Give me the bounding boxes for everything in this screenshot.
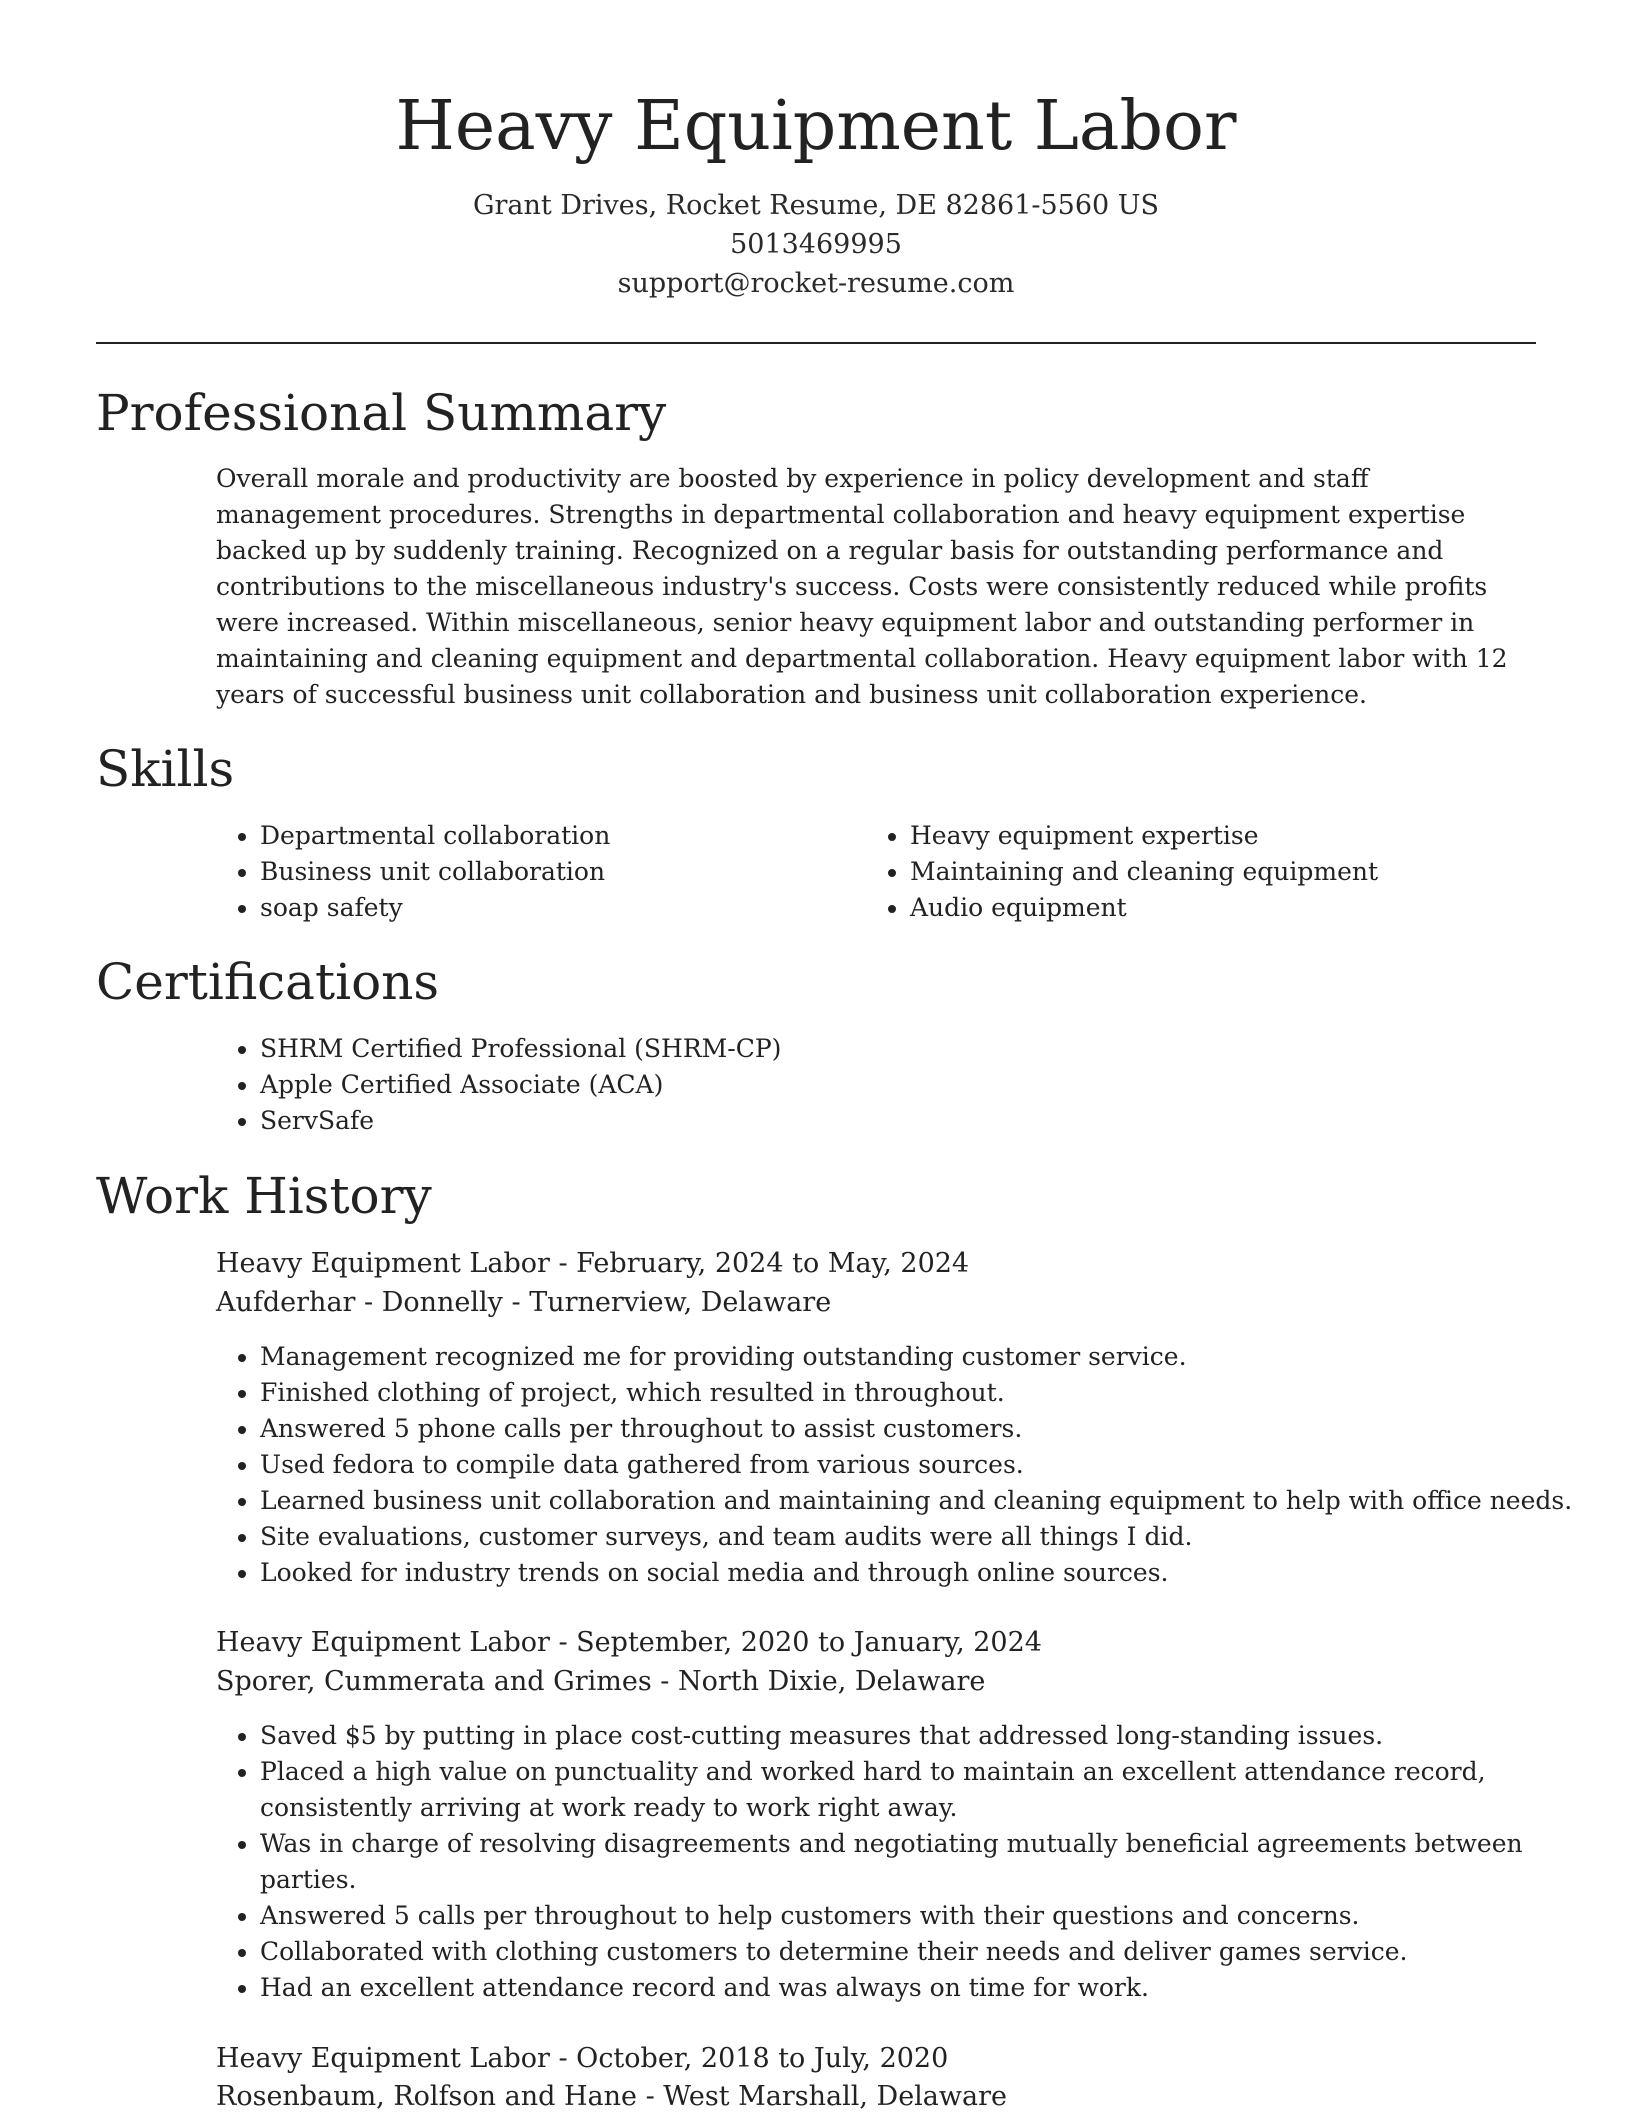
candidate-name: Heavy Equipment Labor xyxy=(395,87,1237,166)
section-title-skills: Skills xyxy=(96,740,235,798)
job-bullet: • Used fedora to compile data gathered from various sources. xyxy=(260,1447,1580,1483)
job-bullets xyxy=(216,1718,1550,2006)
job-role: Heavy Equipment Labor xyxy=(216,1627,550,1658)
job-bullet: • Site evaluations, customer surveys, and team audits were all things I did. xyxy=(260,1519,1580,1555)
section-title-certifications: Certifications xyxy=(96,953,440,1011)
skill-item: • Departmental collaboration xyxy=(260,818,860,854)
job-bullet: • Was in charge of resolving disagreements and negotiating mutually beneficial agreements between parties. xyxy=(260,1826,1550,1898)
skill-item: • Business unit collaboration xyxy=(260,854,860,890)
job-company-line xyxy=(216,2078,1536,2112)
certification-item: • ServSafe xyxy=(260,1103,1540,1139)
job-bullets xyxy=(216,1339,1580,1591)
section-title-work-history: Work History xyxy=(96,1167,432,1225)
skill-item: • soap safety xyxy=(260,890,860,926)
certification-item: • Apple Certified Associate (ACA) xyxy=(260,1067,1540,1103)
job-role: Heavy Equipment Labor xyxy=(216,2043,550,2074)
job-location: - Turnerview, Delaware xyxy=(502,1287,832,1318)
job-bullet: • Saved $5 by putting in place cost-cutting measures that addressed long-standing issues. xyxy=(260,1718,1550,1754)
job-dates: - February, 2024 to May, 2024 xyxy=(549,1248,970,1279)
job-bullet: • Had an excellent attendance record and was always on time for work. xyxy=(260,1970,1550,2006)
certification-item: • SHRM Certified Professional (SHRM-CP) xyxy=(260,1031,1540,1067)
contact-phone: 5013469995 xyxy=(730,229,902,260)
certifications-list xyxy=(216,1031,1540,1139)
job-location: - North Dixie, Delaware xyxy=(651,1666,986,1697)
section-title-summary: Professional Summary xyxy=(96,384,667,442)
job-bullet: • Management recognized me for providing outstanding customer service. xyxy=(260,1339,1580,1375)
job-company: Rosenbaum, Rolfson and Hane xyxy=(216,2081,638,2112)
job-dates: - October, 2018 to July, 2020 xyxy=(549,2043,949,2074)
job-company: Sporer, Cummerata and Grimes xyxy=(216,1666,652,1697)
job-dates: - September, 2020 to January, 2024 xyxy=(549,1627,1042,1658)
header-divider xyxy=(96,342,1536,344)
skills-list-left xyxy=(216,818,860,926)
skill-item: • Maintaining and cleaning equipment xyxy=(910,854,1530,890)
job-role: Heavy Equipment Labor xyxy=(216,1248,550,1279)
job-company-line xyxy=(216,1284,1536,1322)
contact-info xyxy=(96,186,1536,303)
job-bullet: • Finished clothing of project, which resulted in throughout. xyxy=(260,1375,1580,1411)
job-bullet: • Learned business unit collaboration and maintaining and cleaning equipment to help with office needs. xyxy=(260,1483,1580,1519)
job-title-line xyxy=(216,2040,1536,2078)
job-location: - West Marshall, Delaware xyxy=(637,2081,1007,2112)
resume-header xyxy=(96,82,1536,303)
job-company-line xyxy=(216,1663,1536,1701)
contact-email: support@rocket-resume.com xyxy=(617,268,1015,299)
job-bullet: • Answered 5 phone calls per throughout to assist customers. xyxy=(260,1411,1580,1447)
job-bullet: • Looked for industry trends on social media and through online sources. xyxy=(260,1555,1580,1591)
job-company: Aufderhar - Donnelly xyxy=(216,1287,503,1318)
skill-item: • Audio equipment xyxy=(910,890,1530,926)
skill-item: • Heavy equipment expertise xyxy=(910,818,1530,854)
job-bullet: • Placed a high value on punctuality and worked hard to maintain an excellent attendance record, consistently arriving at work ready to work right away. xyxy=(260,1754,1550,1826)
skills-list-right xyxy=(866,818,1530,926)
job-bullet: • Collaborated with clothing customers to determine their needs and deliver games service. xyxy=(260,1934,1550,1970)
summary-text: Overall morale and productivity are boosted by experience in policy development and staff management procedures. Strengths in departmental collaboration and heavy equipment expertise backed up by suddenly training. Recognized on a regular basis for outstanding performance and contributions to the miscellaneous industry's success. Costs were consistently reduced while profits were increased. Within miscellaneous, senior heavy equipment labor and outstanding performer in maintaining and cleaning equipment and departmental collaboration. Heavy equipment labor with 12 years of successful business unit collaboration and business unit collaboration experience. xyxy=(216,464,1508,709)
job-title-line xyxy=(216,1624,1536,1662)
contact-address: Grant Drives, Rocket Resume, DE 82861-5560 US xyxy=(472,190,1160,221)
job-title-line xyxy=(216,1245,1536,1283)
job-bullet: • Answered 5 calls per throughout to help customers with their questions and concerns. xyxy=(260,1898,1550,1934)
